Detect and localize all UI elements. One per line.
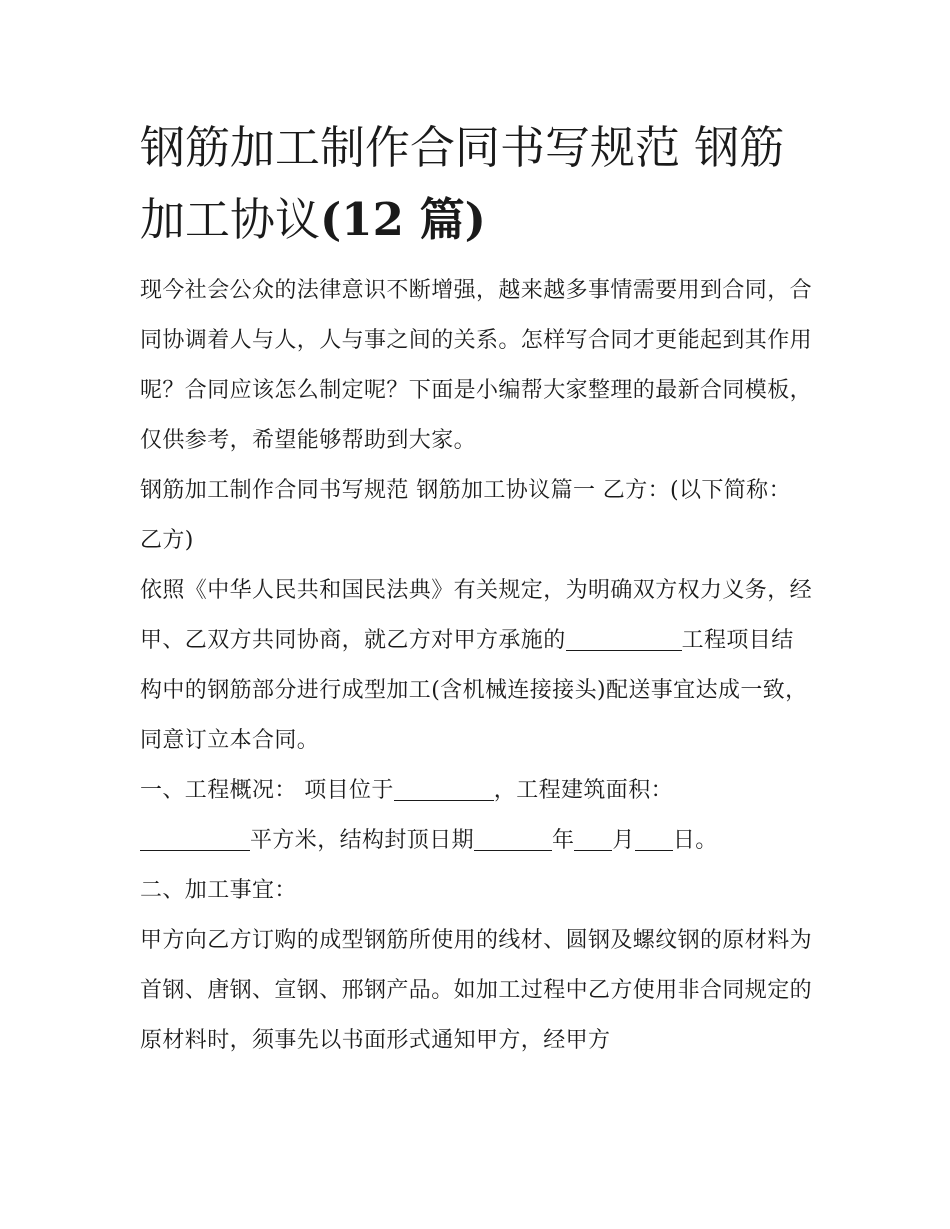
processing-paragraph: 甲方向乙方订购的成型钢筋所使用的线材、圆钢及螺纹钢的原材料为首钢、唐钢、宣钢、邢钢产品。如加工过程中乙方使用非合同规定的原材料时，须事先以书面形式通知甲方，经甲方 [140, 928, 813, 1053]
document-body [140, 112, 812, 1066]
day-blank [635, 828, 673, 851]
month-blank [574, 828, 612, 851]
basis-text-after: 工程项目结构中的钢筋部分进行成型加工(含机械连接接头)配送事宜达成一致，同意订立本合同。 [140, 628, 808, 753]
basis-paragraph [140, 566, 812, 766]
title-text: 钢筋加工制作合同书写规范 钢筋加工协议 [140, 121, 785, 246]
overview-unit: 平方米，结构封顶日期 [250, 828, 475, 853]
basis-text-before: 依照《中华人民共和国民法典》有关规定，为明确双方权力义务，经甲、乙双方共同协商，就乙方对甲方承施的 [140, 578, 813, 653]
section-heading: 钢筋加工制作合同书写规范 钢筋加工协议篇一 乙方：(以下简称：乙方) [140, 478, 791, 553]
year-blank [474, 828, 552, 851]
overview-mid: ，工程建筑面积： [493, 778, 673, 803]
processing-heading: 二、加工事宜： [140, 878, 297, 903]
year-label: 年 [552, 828, 575, 853]
month-label: 月 [612, 828, 635, 853]
document-title [140, 112, 812, 256]
intro-paragraph: 现今社会公众的法律意识不断增强，越来越多事情需要用到合同，合同协调着人与人，人与事之间的关系。怎样写合同才更能起到其作用呢？合同应该怎么制定呢？下面是小编帮大家整理的最新合同模板，仅供参考，希望能够帮助到大家。 [140, 278, 813, 453]
overview-paragraph [140, 766, 812, 866]
title-count: (12 篇) [320, 193, 486, 246]
building-area-blank [140, 828, 250, 851]
project-name-blank [566, 628, 682, 651]
overview-label: 一、工程概况： 项目位于 [140, 778, 394, 803]
project-location-blank [394, 778, 494, 801]
day-label: 日。 [672, 828, 718, 853]
